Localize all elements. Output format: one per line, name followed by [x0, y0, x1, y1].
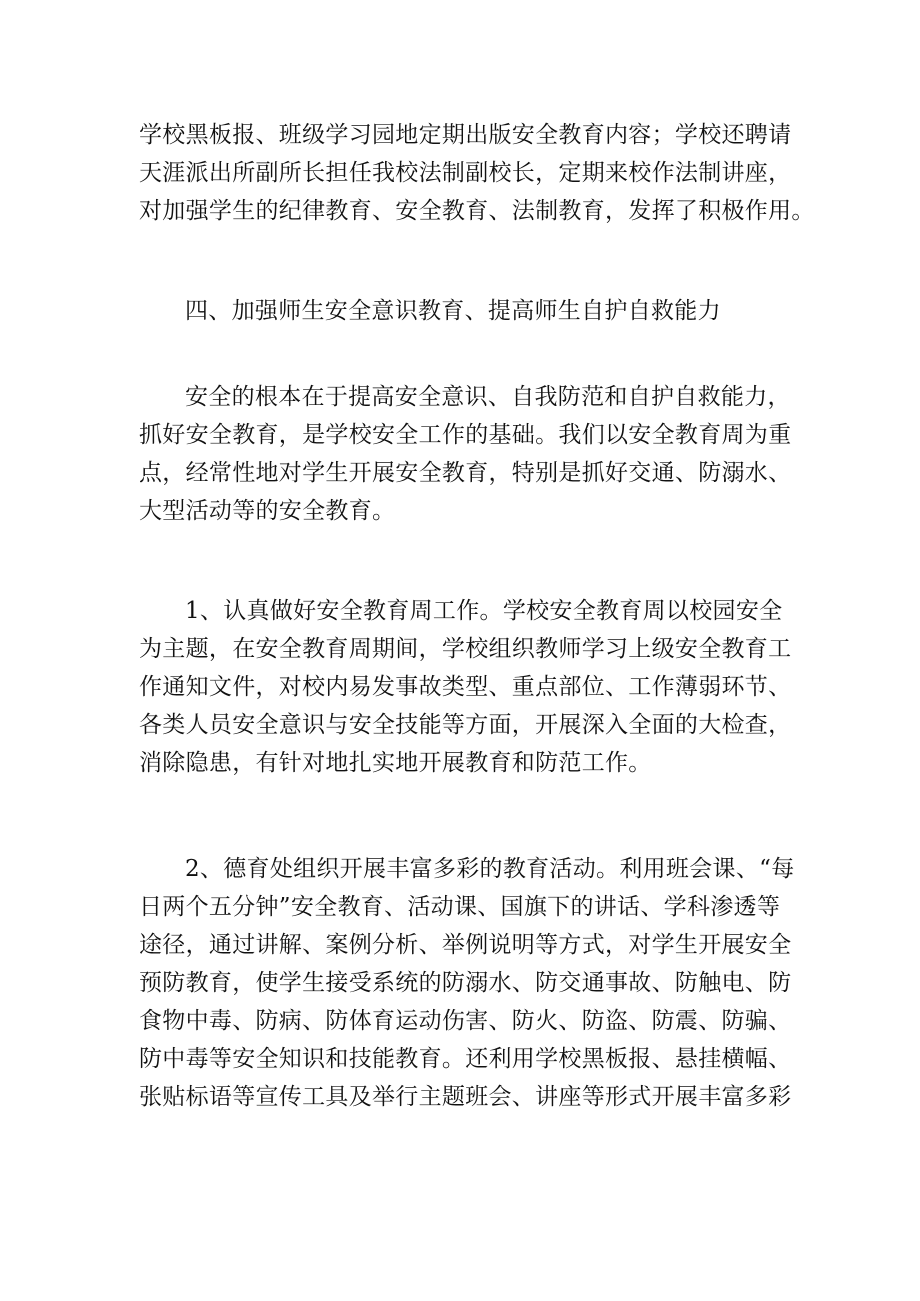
paragraph-line: 预防教育，使学生接受系统的防溺水、防交通事故、防触电、防	[139, 970, 792, 996]
paragraph-line: 2、德育处组织开展丰富多彩的教育活动。利用班会课、“每	[185, 856, 795, 882]
paragraph-line: 消除隐患，有针对地扎实地开展教育和防范工作。	[139, 750, 652, 776]
paragraph-line: 抓好安全教育，是学校安全工作的基础。我们以安全教育周为重	[139, 422, 792, 448]
paragraph-line: 点，经常性地对学生开展安全教育，特别是抓好交通、防溺水、	[139, 460, 792, 486]
paragraph-line: 安全的根本在于提高安全意识、自我防范和自护自救能力，	[185, 384, 791, 410]
paragraph-line: 对加强学生的纪律教育、安全教育、法制教育，发挥了积极作用。	[139, 198, 815, 224]
paragraph-line: 张贴标语等宣传工具及举行主题班会、讲座等形式开展丰富多彩	[139, 1084, 792, 1110]
paragraph-item-2	[139, 850, 799, 1116]
paragraph-line: 1、认真做好安全教育周工作。学校安全教育周以校园安全	[185, 598, 783, 624]
paragraph-line: 食物中毒、防病、防体育运动伤害、防火、防盗、防震、防骗、	[139, 1008, 792, 1034]
section-heading-4	[139, 292, 799, 330]
paragraph-line: 大型活动等的安全教育。	[139, 498, 396, 524]
paragraph-line: 天涯派出所副所长担任我校法制副校长，定期来校作法制讲座，	[139, 160, 792, 186]
paragraph-line: 各类人员安全意识与安全技能等方面，开展深入全面的大检查，	[139, 712, 792, 738]
paragraph-line: 日两个五分钟”安全教育、活动课、国旗下的讲话、学科渗透等	[139, 894, 781, 920]
paragraph-line: 作通知文件，对校内易发事故类型、重点部位、工作薄弱环节、	[139, 674, 792, 700]
paragraph-line: 为主题，在安全教育周期间，学校组织教师学习上级安全教育工	[139, 636, 792, 662]
paragraph-top	[139, 116, 815, 230]
paragraph-line: 防中毒等安全知识和技能教育。还利用学校黑板报、悬挂横幅、	[139, 1046, 792, 1072]
section-heading-text: 四、加强师生安全意识教育、提高师生自护自救能力	[185, 298, 721, 324]
paragraph-line: 学校黑板报、班级学习园地定期出版安全教育内容；学校还聘请	[139, 122, 792, 148]
paragraph-line: 途径，通过讲解、案例分析、举例说明等方式，对学生开展安全	[139, 932, 792, 958]
paragraph-item-1	[139, 592, 799, 782]
paragraph-safety	[139, 378, 799, 530]
